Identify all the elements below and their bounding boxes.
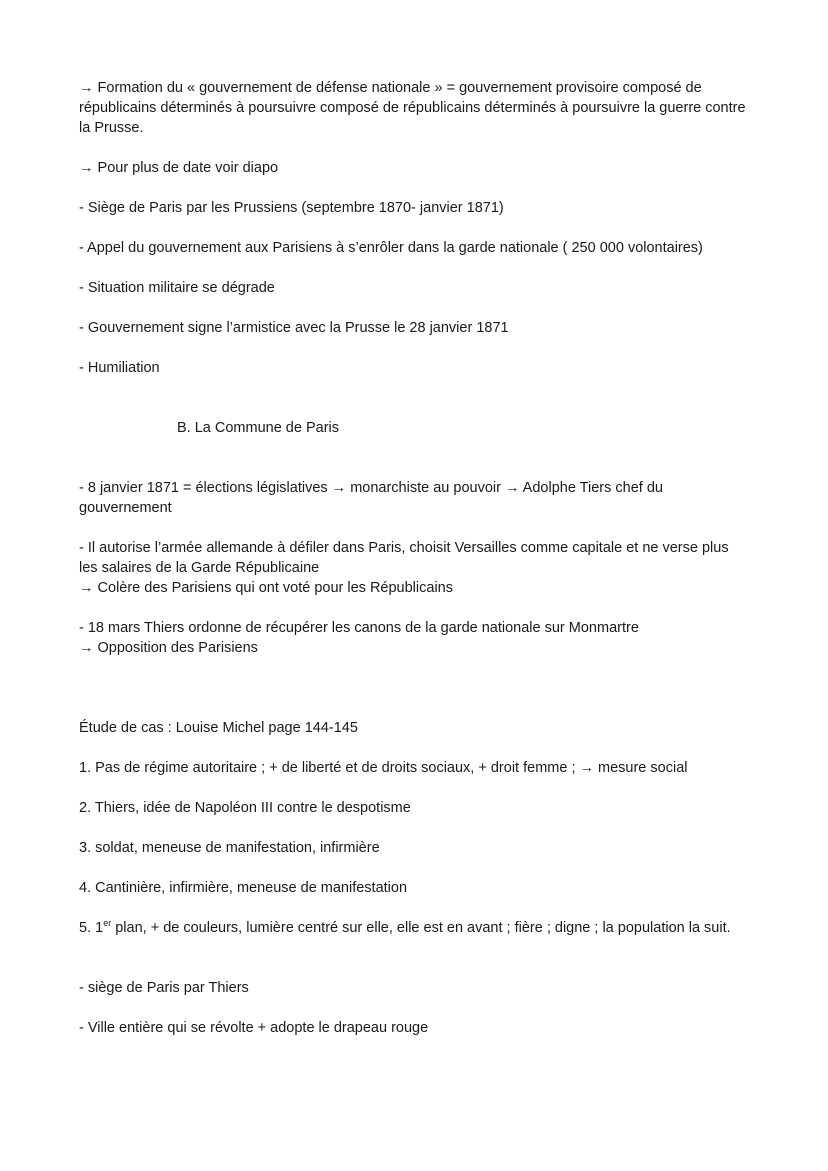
- paragraph-diapo-note: → Pour plus de date voir diapo: [79, 160, 279, 176]
- paragraph-armee-allemande: - Il autorise l’armée allemande à défiler dans Paris, choisit Versailles comme capitale et ne verse plus les salaires de la Garde Républicaine: [79, 540, 729, 576]
- case-study-title: Étude de cas : Louise Michel page 144-145: [79, 720, 358, 736]
- paragraph-appel-gouvernement: - Appel du gouvernement aux Parisiens à s’enrôler dans la garde nationale ( 250 000 volontaires): [79, 240, 703, 256]
- paragraph-armistice: - Gouvernement signe l’armistice avec la Prusse le 28 janvier 1871: [79, 320, 509, 336]
- paragraph-siege-paris: - Siège de Paris par les Prussiens (septembre 1870- janvier 1871): [79, 200, 504, 216]
- paragraph-colere: → Colère des Parisiens qui ont voté pour les Républicains: [79, 580, 453, 596]
- paragraph-canons: - 18 mars Thiers ordonne de récupérer les canons de la garde nationale sur Monmartre: [79, 620, 639, 636]
- paragraph-opposition: → Opposition des Parisiens: [79, 640, 258, 656]
- answer-5-text: plan, + de couleurs, lumière centré sur elle, elle est en avant ; fière ; digne ; la population la suit.: [111, 920, 731, 936]
- answer-1: 1. Pas de régime autoritaire ; + de liberté et de droits sociaux, + droit femme ; → mesure social: [79, 760, 688, 776]
- paragraph-drapeau-rouge: - Ville entière qui se révolte + adopte le drapeau rouge: [79, 1020, 429, 1036]
- paragraph-situation-militaire: - Situation militaire se dégrade: [79, 280, 275, 296]
- paragraph-humiliation: - Humiliation: [79, 360, 160, 376]
- paragraph-siege-thiers: - siège de Paris par Thiers: [79, 980, 249, 996]
- document-page: [79, 78, 749, 1038]
- section-heading: B. La Commune de Paris: [177, 420, 339, 436]
- answer-5: [79, 918, 749, 938]
- answer-5-number: 5. 1: [79, 920, 104, 936]
- answer-3: 3. soldat, meneuse de manifestation, infirmière: [79, 840, 380, 856]
- paragraph-formation-gouvernement: → Formation du « gouvernement de défense nationale » = gouvernement provisoire composé de républicains déterminés à poursuivre composé de républicains déterminés à poursuivre la guerre contre la Prusse.: [79, 80, 746, 136]
- paragraph-elections: - 8 janvier 1871 = élections législatives → monarchiste au pouvoir → Adolphe Tiers chef du gouvernement: [79, 480, 663, 516]
- answer-2: 2. Thiers, idée de Napoléon III contre le despotisme: [79, 800, 411, 816]
- answer-4: 4. Cantinière, infirmière, meneuse de manifestation: [79, 880, 408, 896]
- answer-5-superscript: er: [103, 918, 112, 928]
